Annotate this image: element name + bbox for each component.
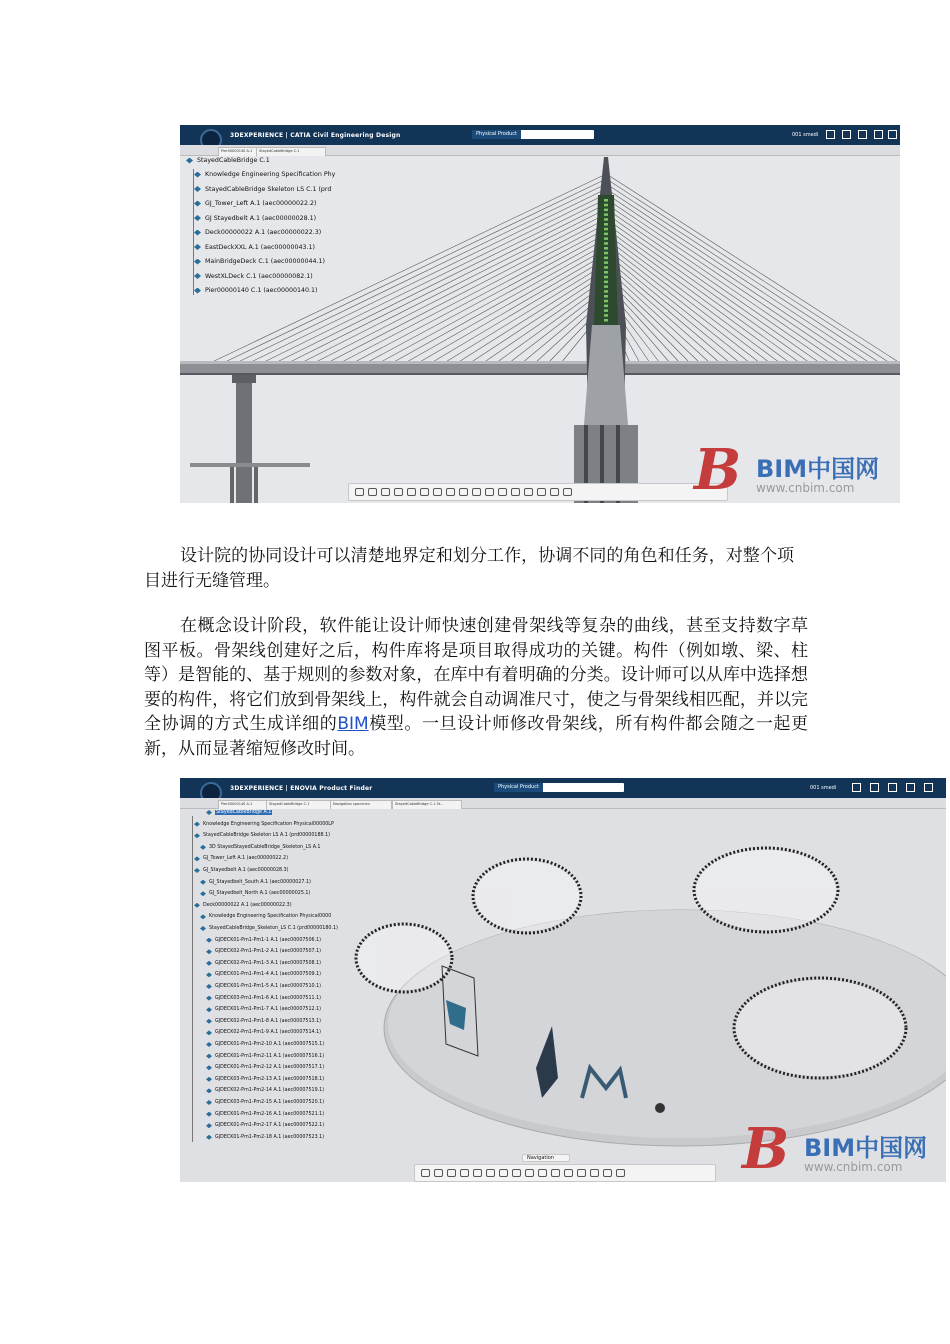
add-icon[interactable] (870, 783, 879, 792)
tree-item[interactable]: GJ Stayedbelt A.1 (aec00000028.1) (194, 215, 316, 222)
product-icon (194, 868, 200, 873)
zoom-icon[interactable] (433, 488, 442, 496)
product-icon (206, 1007, 212, 1012)
fly-icon[interactable] (420, 488, 429, 496)
tree-item[interactable]: 3D StayedStayedCableBridge_Skeleton_LS A.1 (200, 845, 320, 850)
replace-icon[interactable] (538, 1169, 547, 1177)
tree-item[interactable]: GJDECK02-Pm1-Pm2-14 A.1 (aec00007519.1) (206, 1088, 324, 1093)
tab-strip (180, 798, 946, 809)
add-icon[interactable] (842, 130, 851, 139)
watermark-name: BIM中国网 (756, 455, 880, 483)
product-icon[interactable] (499, 1169, 508, 1177)
product-icon (206, 1019, 212, 1024)
paste-icon[interactable] (381, 488, 390, 496)
share-icon[interactable] (858, 130, 867, 139)
tree-item[interactable]: Deck00000022 A.1 (aec00000022.3) (194, 903, 292, 908)
product-icon (206, 1135, 212, 1140)
product-icon (206, 1123, 212, 1128)
tab-pier[interactable]: Pier00000140 A.1 (218, 147, 258, 156)
paragraph-concept-design: 在概念设计阶段，软件能让设计师快速创建骨架线等复杂的曲线，甚至支持数字草图平板。骨架线创建好之后，构件库将是项目取得成功的关键。构件（例如墩、梁、柱等）是智能的、基于规则的参数对象，在库中有着明确的分类。设计师可以从库中选择想要的构件，将它们放到骨架线上，构件就会自动调准尺寸，使之与骨架线相匹配，并以完全协调的方式生成详细的BIM模型。一旦设计师修改骨架线，所有构件都会随之一起更新，从而显著缩短修改时间。 (144, 616, 808, 759)
action-toolbar (348, 483, 728, 501)
tree-item[interactable]: GJDECK01-Pm1-Pm1-4 A.1 (aec00007509.1) (206, 972, 321, 977)
help-icon[interactable] (924, 783, 933, 792)
tree-item[interactable]: GJDECK03-Pm1-Pm2-13 A.1 (aec00007518.1) (206, 1077, 324, 1082)
tree-item[interactable]: Knowledge Engineering Specification Phy (194, 171, 335, 178)
filter-icon[interactable] (590, 1169, 599, 1177)
search-bar[interactable] (472, 130, 594, 139)
watermark: B BIM中国网 www.cnbim.com (694, 437, 880, 503)
copy-icon[interactable] (368, 488, 377, 496)
product-icon (206, 1054, 212, 1059)
title-bar (180, 778, 946, 798)
product-icon (194, 201, 201, 207)
bim-link[interactable]: BIM (337, 714, 369, 734)
user-icon[interactable] (826, 130, 835, 139)
product-icon (194, 833, 200, 838)
tree-item[interactable]: EastDeckXXL A.1 (aec00000043.1) (194, 244, 315, 251)
figure-1-screenshot (180, 125, 900, 503)
tree-root[interactable]: StayedCableBridge A.1 (206, 810, 272, 815)
more-icon[interactable] (563, 488, 572, 496)
tree-root[interactable]: StayedCableBridge C.1 (186, 157, 270, 164)
product-icon (200, 880, 206, 885)
rotate-icon[interactable] (446, 488, 455, 496)
tab-navigation[interactable]: Navigation specimen (330, 800, 392, 809)
tree-item[interactable]: GJDECK01-Pm1-Pm2-18 A.1 (aec00007523.1) (206, 1135, 324, 1140)
product-icon (206, 949, 212, 954)
navigator-label: Navigation (522, 1154, 570, 1162)
tree-item[interactable]: GJDECK01-Pm1-Pm2-11 A.1 (aec00007516.1) (206, 1054, 324, 1059)
user-name[interactable]: 001 smedi (810, 785, 837, 791)
cut-icon[interactable] (355, 488, 364, 496)
tree-item[interactable]: GJDECK02-Pm1-Pm1-2 A.1 (aec00007507.1) (206, 949, 321, 954)
view-icon[interactable] (485, 488, 494, 496)
more-icon[interactable] (616, 1169, 625, 1177)
product-icon (194, 244, 201, 250)
tree-item[interactable]: GJDECK02-Pm1-Pm1-3 A.1 (aec00007508.1) (206, 961, 321, 966)
tree-item[interactable]: GJ_Tower_Left A.1 (aec00000022.2) (194, 856, 288, 861)
tab-bridge-active[interactable]: StayedCableBridge C.1 St... (392, 800, 462, 809)
insert-icon[interactable] (486, 1169, 495, 1177)
watermark: B BIM中国网 www.cnbim.com (742, 1116, 928, 1182)
product-icon (194, 230, 201, 236)
tree-item[interactable]: GJDECK01-Pm1-Pm1-7 A.1 (aec00007512.1) (206, 1007, 321, 1012)
product-icon (206, 810, 212, 815)
tree-item[interactable]: StayedCableBridge Skeleton LS C.1 (prd (194, 186, 331, 193)
layer-icon[interactable] (550, 488, 559, 496)
measure-icon[interactable] (524, 488, 533, 496)
fit-icon[interactable] (472, 488, 481, 496)
home-icon[interactable] (874, 130, 883, 139)
tab-bridge[interactable]: StayedCableBridge C.1 (256, 147, 326, 156)
home-icon[interactable] (906, 783, 915, 792)
tree-item[interactable]: GJDECK03-Pm1-Pm2-15 A.1 (aec00007520.1) (206, 1100, 324, 1105)
search-scope[interactable]: Physical Product (472, 130, 521, 139)
product-icon (206, 996, 212, 1001)
assembly-icon[interactable] (512, 1169, 521, 1177)
tree-item[interactable]: GJ_Tower_Left A.1 (aec00000022.2) (194, 200, 317, 207)
product-icon (194, 903, 200, 908)
product-icon (186, 158, 193, 164)
tools-icon[interactable] (551, 1169, 560, 1177)
tree-item[interactable]: GJ_Stayedbelt_North A.1 (aec00000025.1) (200, 891, 310, 896)
product-icon (194, 288, 201, 294)
tree-item[interactable]: Pier00000140 C.1 (aec00000140.1) (194, 287, 318, 294)
product-icon (206, 1112, 212, 1117)
product-icon (206, 1042, 212, 1047)
product-icon (194, 215, 201, 221)
undo-icon[interactable] (460, 1169, 469, 1177)
app-title: 3DEXPERIENCE | CATIA Civil Engineering Design (230, 131, 401, 139)
tree-item[interactable]: Deck00000022 A.1 (aec00000022.3) (194, 229, 321, 236)
tree-item[interactable]: GJDECK01-Pm1-Pm2-17 A.1 (aec00007522.1) (206, 1123, 324, 1128)
paste-icon[interactable] (447, 1169, 456, 1177)
tree-item[interactable]: GJDECK01-Pm1-Pm1-5 A.1 (aec00007510.1) (206, 984, 321, 989)
tree-item[interactable]: GJDECK03-Pm1-Pm1-6 A.1 (aec00007511.1) (206, 996, 321, 1001)
compare-icon[interactable] (603, 1169, 612, 1177)
product-icon (206, 1077, 212, 1082)
tree-item[interactable]: GJDECK01-Pm1-Pm1-1 A.1 (aec00007506.1) (206, 938, 321, 943)
product-icon (194, 172, 201, 178)
product-icon (206, 1065, 212, 1070)
render-icon[interactable] (511, 488, 520, 496)
watermark-name: BIM中国网 (804, 1134, 928, 1162)
figure-2-screenshot (180, 778, 946, 1182)
tab-pier[interactable]: Pier00000140 A.1 (218, 800, 268, 809)
spec-tree (188, 810, 384, 1150)
share-icon[interactable] (888, 783, 897, 792)
app-title: 3DEXPERIENCE | ENOVIA Product Finder (230, 784, 373, 792)
select-icon[interactable] (473, 1169, 482, 1177)
user-name[interactable]: 001 smedi (792, 132, 819, 138)
tree-item[interactable]: GJ_Stayedbelt_South A.1 (aec00000027.1) (200, 880, 311, 885)
product-icon (200, 845, 206, 850)
search-bar[interactable] (494, 783, 624, 792)
tree-item[interactable]: MainBridgeDeck C.1 (aec00000044.1) (194, 258, 325, 265)
part-icon[interactable] (525, 1169, 534, 1177)
product-icon (206, 1088, 212, 1093)
product-icon (206, 938, 212, 943)
product-icon (206, 984, 212, 989)
tree-item[interactable]: GJDECK02-Pm1-Pm1-9 A.1 (aec00007514.1) (206, 1030, 321, 1035)
cut-icon[interactable] (421, 1169, 430, 1177)
tab-strip (180, 145, 900, 156)
tree-item[interactable]: GJDECK01-Pm1-Pm2-10 A.1 (aec00007515.1) (206, 1042, 324, 1047)
product-icon (200, 891, 206, 896)
section-icon[interactable] (498, 488, 507, 496)
product-icon (194, 186, 201, 192)
product-icon (194, 822, 200, 827)
tree-item[interactable]: Knowledge Engineering Specification Physical00000LP (194, 822, 334, 827)
product-icon (194, 856, 200, 861)
spec-tree (186, 157, 366, 307)
watermark-url: www.cnbim.com (804, 1160, 903, 1174)
pan-icon[interactable] (459, 488, 468, 496)
undo-icon[interactable] (394, 488, 403, 496)
hide-icon[interactable] (537, 488, 546, 496)
tab-bridge[interactable]: StayedCableBridge C.1 (266, 800, 332, 809)
product-icon (200, 914, 206, 919)
tree-item[interactable]: GJDECK01-Pm1-Pm2-12 A.1 (aec00007517.1) (206, 1065, 324, 1070)
tree-item[interactable]: GJDECK01-Pm1-Pm2-16 A.1 (aec00007521.1) (206, 1112, 324, 1117)
network-icon[interactable] (577, 1169, 586, 1177)
tree-item[interactable]: GJ_Stayedbelt A.1 (aec00000028.3) (194, 868, 289, 873)
product-icon (194, 273, 201, 279)
search-scope[interactable]: Physical Product (494, 783, 543, 792)
product-icon (206, 961, 212, 966)
update-icon[interactable] (407, 488, 416, 496)
user-icon[interactable] (852, 783, 861, 792)
tree-item[interactable]: Knowledge Engineering Specification Physical0000 (200, 914, 331, 919)
copy-icon[interactable] (434, 1169, 443, 1177)
action-toolbar (414, 1164, 716, 1182)
tree-item[interactable]: StayedCableBridge_Skeleton_LS C.1 (prd00000180.1) (200, 926, 338, 931)
tree-item[interactable]: GJDECK02-Pm1-Pm1-8 A.1 (aec00007513.1) (206, 1019, 321, 1024)
paragraph-collaboration: 设计院的协同设计可以清楚地界定和划分工作，协调不同的角色和任务，对整个项目进行无缝管理。 (144, 546, 794, 591)
watermark-url: www.cnbim.com (756, 481, 855, 495)
title-bar (180, 125, 900, 145)
properties-icon[interactable] (564, 1169, 573, 1177)
tree-item[interactable]: WestXLDeck C.1 (aec00000082.1) (194, 273, 313, 280)
product-icon (206, 1030, 212, 1035)
product-icon (206, 972, 212, 977)
tree-item[interactable]: StayedCableBridge Skeleton LS A.1 (prd00000188.1) (194, 833, 330, 838)
product-icon (200, 926, 206, 931)
help-icon[interactable] (888, 130, 897, 139)
product-icon (194, 259, 201, 265)
product-icon (206, 1100, 212, 1105)
